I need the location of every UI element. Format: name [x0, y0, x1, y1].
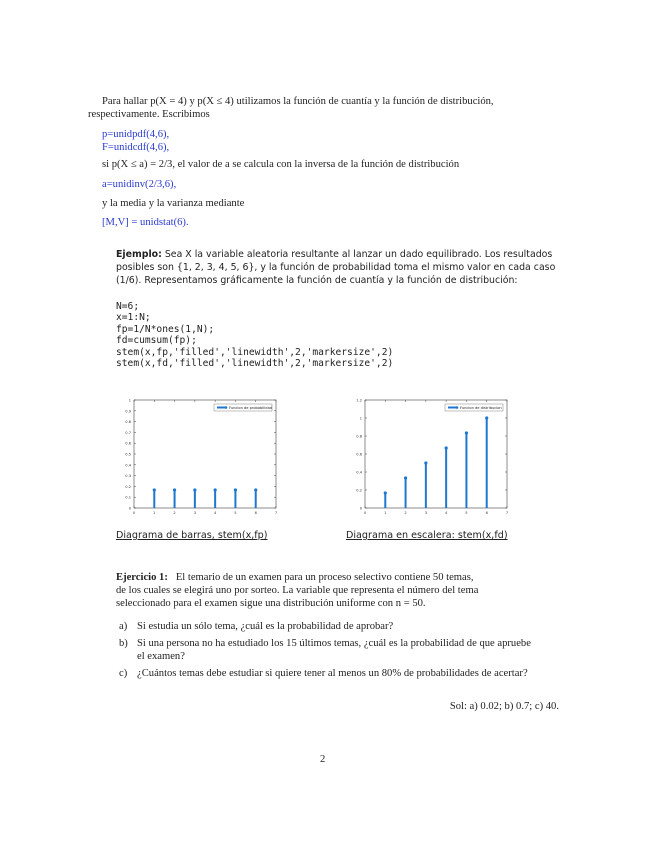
x-tick-label: 4 — [444, 511, 448, 515]
y-tick-label: 0.2 — [125, 484, 131, 489]
y-tick-label: 0 — [359, 506, 362, 511]
item-text: Si estudia un sólo tema, ¿cuál es la probabilidad de aprobar? — [137, 621, 394, 632]
legend-marker — [456, 406, 459, 409]
intro-line-1: Para hallar p(X = 4) y p(X ≤ 4) utilizamos la función de cuantía y la función de distribución, — [102, 96, 494, 107]
y-tick-label: 0.9 — [125, 409, 131, 414]
stem-marker — [445, 446, 448, 449]
example-line-2: posibles son {1, 2, 3, 4, 5, 6}, y la función de probabilidad toma el mismo valor en cada caso — [116, 262, 556, 274]
stem-marker — [384, 491, 387, 494]
code-unidinv: a=unidinv(2/3,6), — [102, 179, 177, 190]
code-unidpdf: p=unidpdf(4,6), — [102, 129, 170, 140]
list-item — [119, 667, 539, 680]
x-tick-label: 2 — [404, 511, 407, 515]
item-label: b) — [119, 638, 128, 649]
stem-marker — [404, 476, 407, 479]
intro-line-2: respectivamente. Escribimos — [88, 109, 210, 120]
stem-marker — [424, 461, 427, 464]
stem-marker — [193, 488, 196, 491]
y-tick-label: 1 — [128, 398, 131, 403]
x-tick-label: 5 — [465, 511, 468, 515]
x-tick-label: 1 — [384, 511, 387, 515]
x-tick-label: 4 — [213, 511, 217, 515]
x-tick-label: 3 — [424, 511, 428, 515]
y-tick-label: 0.5 — [125, 452, 131, 457]
y-tick-label: 0.8 — [125, 420, 131, 425]
y-tick-label: 0 — [128, 506, 131, 511]
text-mean: y la media y la varianza mediante — [102, 198, 245, 209]
y-tick-label: 0.7 — [125, 430, 131, 435]
x-tick-label: 2 — [173, 511, 176, 515]
exercise-label: Ejercicio 1: — [116, 572, 168, 583]
exercise-paragraph — [116, 571, 561, 610]
x-tick-label: 7 — [274, 511, 278, 515]
item-label: a) — [119, 621, 128, 632]
x-tick-label: 0 — [363, 511, 367, 515]
y-tick-label: 0.1 — [125, 495, 131, 500]
code-unidcdf: F=unidcdf(4,6), — [102, 142, 170, 153]
stem-marker — [153, 488, 156, 491]
x-tick-label: 3 — [193, 511, 197, 515]
stem-marker — [234, 488, 237, 491]
caption-distribution: Diagrama en escalera: stem(x,fd) — [346, 530, 508, 541]
chart-probability — [114, 394, 282, 520]
plot-area — [134, 400, 276, 508]
list-item — [119, 637, 539, 663]
stem-marker — [214, 488, 217, 491]
stem-marker — [173, 488, 176, 491]
item-label: c) — [119, 668, 128, 679]
example-label: Ejemplo: — [116, 249, 162, 260]
x-tick-label: 6 — [254, 511, 257, 515]
legend-label: Funcion de probabilidad — [229, 405, 273, 410]
text-inverse: si p(X ≤ a) = 2/3, el valor de a se calcula con la inversa de la función de distribución — [102, 159, 460, 170]
y-tick-label: 1.2 — [356, 398, 362, 403]
y-tick-label: 0.8 — [356, 434, 362, 439]
y-tick-label: 1 — [359, 416, 362, 421]
y-tick-label: 0.6 — [125, 441, 131, 446]
example-paragraph — [116, 248, 556, 288]
y-tick-label: 0.3 — [125, 474, 131, 479]
item-text: ¿Cuántos temas debe estudiar si quiere tener al menos un 80% de probabilidades de acertar? — [137, 668, 528, 679]
y-tick-label: 0.4 — [356, 470, 362, 475]
stem-marker — [485, 416, 488, 419]
y-tick-label: 0.6 — [356, 452, 362, 457]
y-tick-label: 0.2 — [356, 488, 362, 493]
x-tick-label: 6 — [485, 511, 488, 515]
x-tick-label: 7 — [505, 511, 509, 515]
x-tick-label: 0 — [132, 511, 136, 515]
solution: Sol: a) 0.02; b) 0.7; c) 40. — [449, 701, 559, 712]
caption-probability: Diagrama de barras, stem(x,fp) — [116, 530, 268, 541]
list-item — [119, 620, 539, 633]
x-tick-label: 5 — [234, 511, 237, 515]
legend-label: Funcion de distribucion — [460, 405, 502, 410]
legend-marker — [225, 406, 228, 409]
x-tick-label: 1 — [153, 511, 156, 515]
example-line-3: (1/6). Representamos gráficamente la función de cuantía y la función de distribución: — [116, 275, 518, 287]
exercise-line-2: de los cuales se elegirá uno por sorteo. La variable que representa el número del tema — [116, 585, 479, 596]
stem-marker — [254, 488, 257, 491]
chart-distribution — [345, 394, 513, 520]
stem-marker — [465, 431, 468, 434]
y-tick-label: 0.4 — [125, 463, 131, 468]
item-text: Si una persona no ha estudiado los 15 últimos temas, ¿cuál es la probabilidad de que apruebe el examen? — [137, 638, 531, 662]
code-unidstat: [M,V] = unidstat(6). — [102, 217, 189, 228]
exercise-items — [119, 620, 539, 684]
exercise-line-3: seleccionado para el examen sigue una distribución uniforme con n = 50. — [116, 598, 426, 609]
example-code: N=6; x=1:N; fp=1/N*ones(1,N); fd=cumsum(fp); stem(x,fp,'filled','linewidth',2,'markersize',2) stem(x,fd,'filled','linewidth',2,'markersize',2) — [116, 301, 394, 370]
page-number: 2 — [320, 754, 326, 765]
example-line-1: Sea X la variable aleatoria resultante al lanzar un dado equilibrado. Los resultados — [164, 249, 553, 260]
exercise-line-1: El temario de un examen para un proceso selectivo contiene 50 temas, — [175, 572, 474, 583]
